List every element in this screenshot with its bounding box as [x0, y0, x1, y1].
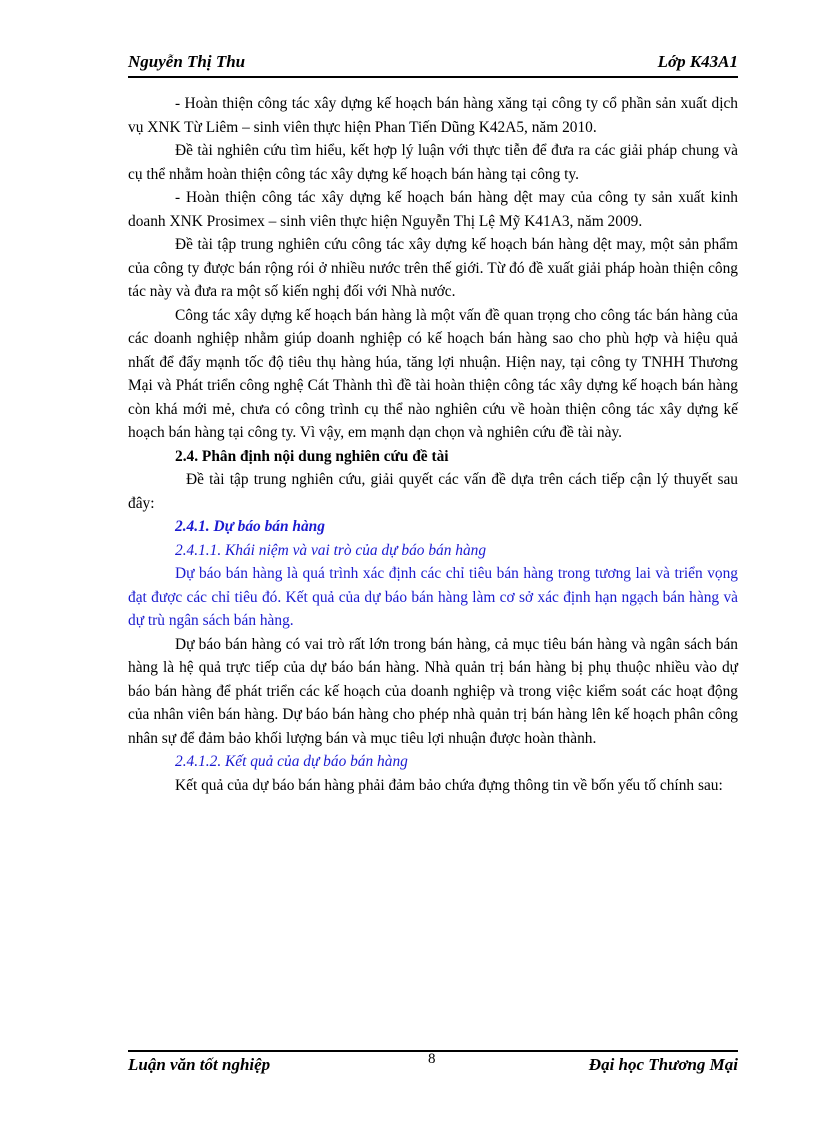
- paragraph-3: - Hoàn thiện công tác xây dựng kế hoạch bán hàng dệt may của công ty sản xuất kinh doanh XNK Prosimex – sinh viên thực hiện Nguyễn Thị Lệ Mỹ K41A3, năm 2009.: [128, 189, 738, 230]
- footer-left: Luận văn tốt nghiệp: [128, 1055, 271, 1074]
- section-heading-2-4-1: 2.4.1. Dự báo bán hàng: [175, 518, 325, 535]
- document-body: [128, 92, 738, 797]
- page-header: [128, 50, 738, 78]
- paragraph-5: Công tác xây dựng kế hoạch bán hàng là một vấn đề quan trọng cho công tác bán hàng của các doanh nghiệp nhằm giúp doanh nghiệp có kế hoạch bán hàng sao cho phù hợp và hiệu quả nhất để đẩy mạnh tốc độ tiêu thụ hàng húa, tăng lợi nhuận. Hiện nay, tại công ty TNHH Thương Mại và Phát triển công nghệ Cát Thành thì đề tài hoàn thiện công tác xây dựng kế hoạch bán hàng còn khá mới mẻ, chưa có công trình cụ thể nào nghiên cứu về hoàn thiện công tác xây dựng kế hoạch bán hàng tại công ty. Vì vậy, em mạnh dạn chọn và nghiên cứu đề tài này.: [128, 306, 738, 441]
- paragraph-8: Dự báo bán hàng có vai trò rất lớn trong bán hàng, cả mục tiêu bán hàng và ngân sách bán hàng là hệ quả trực tiếp của dự báo bán hàng. Nhà quản trị bán hàng bị phụ thuộc nhiều vào dự báo bán hàng để phát triển các kế hoạch của doanh nghiệp và trong việc kiểm soát các hoạt động của nhân viên bán hàng. Dự báo bán hàng cho phép nhà quản trị bán hàng lên kế hoạch phân công nhân sự để đảm bảo khối lượng bán và mục tiêu lợi nhuận được hoàn thành.: [128, 635, 738, 747]
- page-number: 8: [428, 1051, 436, 1067]
- paragraph-6: Đề tài tập trung nghiên cứu, giải quyết các vấn đề dựa trên cách tiếp cận lý thuyết sau đây:: [128, 471, 738, 512]
- footer-right: Đại học Thương Mại: [588, 1055, 738, 1074]
- paragraph-4: Đề tài tập trung nghiên cứu công tác xây dựng kế hoạch bán hàng dệt may, một sản phẩm của công ty được bán rộng rói ở nhiều nước trên thế giới. Từ đó đề xuất giải pháp hoàn thiện công tác này và đưa ra một số kiến nghị đối với Nhà nước.: [128, 236, 738, 300]
- paragraph-7: Dự báo bán hàng là quá trình xác định các chỉ tiêu bán hàng trong tương lai và triển vọng đạt được các chỉ tiêu đó. Kết quả của dự báo bán hàng làm cơ sở xác định hạn ngạch bán hàng và dự trù ngân sách bán hàng.: [128, 565, 738, 629]
- header-author: Nguyễn Thị Thu: [128, 52, 246, 71]
- section-heading-2-4-1-2: 2.4.1.2. Kết quả của dự báo bán hàng: [175, 753, 408, 770]
- header-class: Lớp K43A1: [657, 52, 738, 71]
- section-heading-2-4-1-1: 2.4.1.1. Khái niệm và vai trò của dự báo bán hàng: [175, 541, 487, 559]
- paragraph-9: Kết quả của dự báo bán hàng phải đảm bảo chứa đựng thông tin về bốn yếu tố chính sau:: [175, 776, 723, 794]
- page-footer: [128, 1053, 738, 1079]
- paragraph-1: - Hoàn thiện công tác xây dựng kế hoạch bán hàng xăng tại công ty cổ phần sản xuất dịch vụ XNK Từ Liêm – sinh viên thực hiện Phan Tiến Dũng K42A5, năm 2010.: [128, 95, 738, 136]
- section-heading-2-4: 2.4. Phân định nội dung nghiên cứu đề tài: [175, 447, 449, 465]
- paragraph-2: Đề tài nghiên cứu tìm hiểu, kết hợp lý luận với thực tiễn để đưa ra các giải pháp chung và cụ thể nhằm hoàn thiện công tác xây dựng kế hoạch bán hàng tại công ty.: [128, 142, 738, 183]
